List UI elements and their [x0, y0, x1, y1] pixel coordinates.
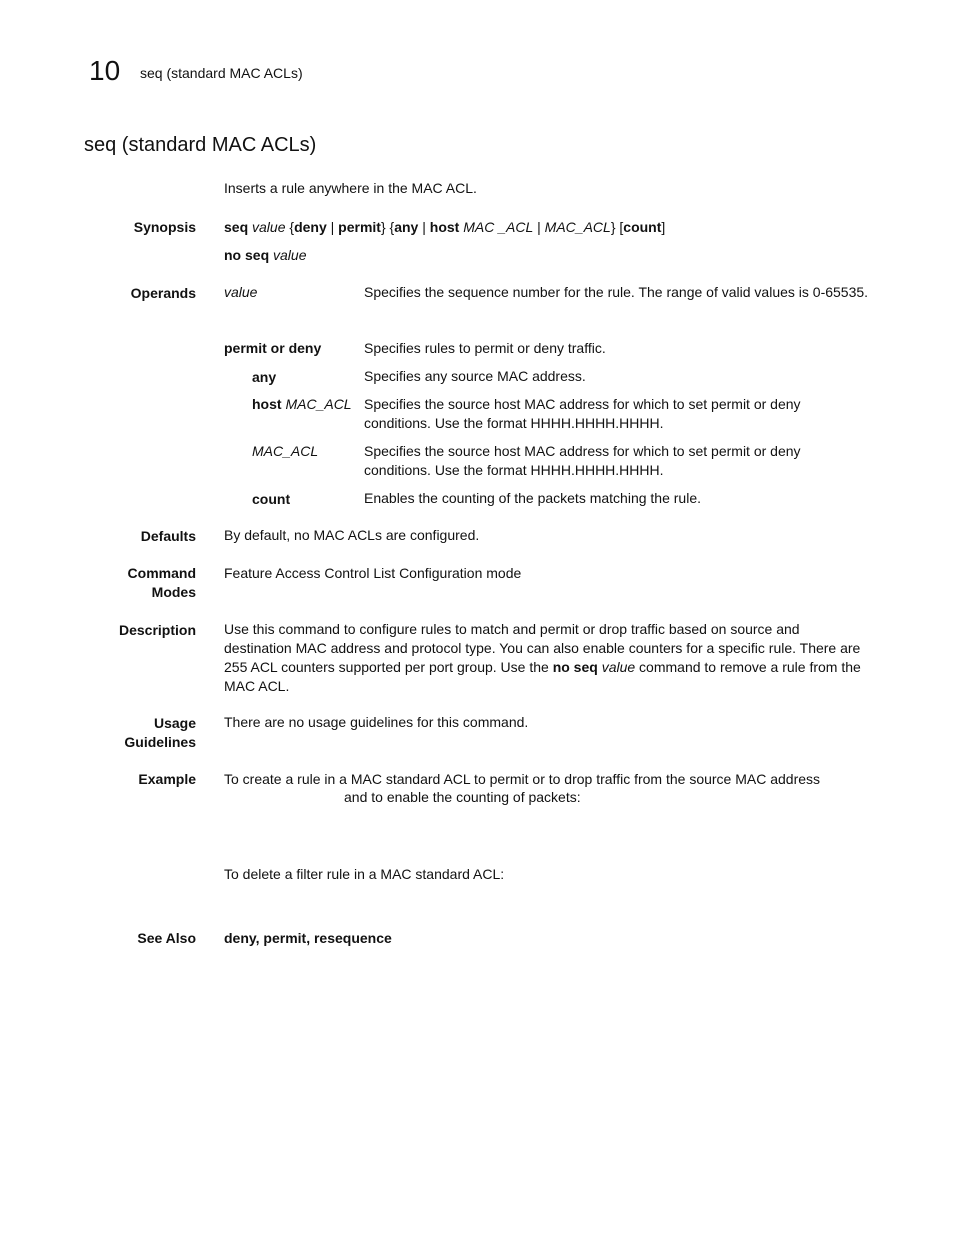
- usage-label-1: Usage: [153, 715, 196, 731]
- operand-host-desc: Specifies the source host MAC address for which to set permit or deny conditions. Use the format HHHH.HHHH.HHHH.: [364, 396, 801, 431]
- arg-mac-acl-2: MAC_ACL: [544, 219, 611, 235]
- synopsis-no-seq-line: [224, 246, 869, 265]
- operand-permit-deny-desc: Specifies rules to permit or deny traffic.: [364, 340, 606, 356]
- running-title: seq (standard MAC ACLs): [140, 65, 303, 81]
- page-title: seq (standard MAC ACLs): [84, 134, 317, 156]
- usage-label: [83, 714, 196, 752]
- usage-text: There are no usage guidelines for this command.: [224, 714, 529, 730]
- kw-count: count: [623, 219, 662, 235]
- arg-no-value: value: [273, 247, 307, 263]
- punct: |: [418, 219, 430, 235]
- operand-count-desc: Enables the counting of the packets matching the rule.: [364, 490, 701, 506]
- operand-permit-deny-term: permit or deny: [224, 340, 322, 356]
- operand-any-term: any: [252, 369, 277, 385]
- usage-label-2: Guidelines: [124, 734, 196, 750]
- command-modes-text: Feature Access Control List Configuration mode: [224, 565, 522, 581]
- kw-permit: permit: [338, 219, 381, 235]
- summary-text: Inserts a rule anywhere in the MAC ACL.: [224, 180, 477, 196]
- description-label: Description: [118, 622, 196, 638]
- example-line-3: To delete a filter rule in a MAC standard ACL:: [224, 866, 505, 882]
- example-line-2: and to enable the counting of packets:: [344, 789, 581, 805]
- chapter-number: 10: [89, 55, 121, 86]
- punct: } [: [610, 219, 624, 235]
- command-modes-label-2: Modes: [151, 584, 196, 600]
- operand-any-desc: Specifies any source MAC address.: [364, 368, 586, 384]
- description-text-1: Use this command to configure rules to match and permit or drop traffic based on source and destination MAC address and protocol type. You can also enable counters for a specific rule. There are 255 ACL counters supported per port group. Use the: [224, 621, 861, 675]
- see-also-label: See Also: [137, 930, 196, 946]
- description-text: [224, 620, 869, 696]
- operand-mac-term: MAC_ACL: [252, 443, 319, 459]
- punct: |: [326, 219, 339, 235]
- example-label: Example: [138, 771, 196, 787]
- kw-host: host: [429, 219, 460, 235]
- kw-seq: seq: [224, 219, 249, 235]
- kw-host-op: host: [252, 396, 282, 412]
- arg-mac-acl: MAC _ACL: [463, 219, 534, 235]
- kw-deny: deny: [294, 219, 327, 235]
- kw-no-seq-desc: no seq: [552, 659, 598, 675]
- operand-host-term: [252, 395, 352, 414]
- defaults-label: Defaults: [140, 528, 196, 544]
- operand-mac-desc: Specifies the source host MAC address for which to set permit or deny conditions. Use the format HHHH.HHHH.HHHH.: [364, 443, 801, 478]
- kw-any: any: [394, 219, 419, 235]
- punct: ]: [661, 219, 666, 235]
- punct: } {: [380, 219, 395, 235]
- command-modes-label: [83, 564, 196, 602]
- operand-value-term: value: [224, 284, 258, 300]
- punct: {: [285, 219, 295, 235]
- defaults-text: By default, no MAC ACLs are configured.: [224, 527, 480, 543]
- punct: |: [533, 219, 545, 235]
- operand-value-desc: Specifies the sequence number for the rule. The range of valid values is 0-65535.: [364, 284, 869, 300]
- description-text-2: command to remove a rule from the MAC ACL.: [224, 659, 861, 694]
- synopsis-label: Synopsis: [133, 219, 196, 235]
- arg-value: value: [252, 219, 286, 235]
- arg-value-desc: value: [601, 659, 636, 675]
- operand-count-term: count: [252, 491, 291, 507]
- example-line-1: To create a rule in a MAC standard ACL to permit or to drop traffic from the source MAC address: [224, 771, 821, 787]
- operands-label: Operands: [130, 285, 196, 301]
- see-also-links[interactable]: deny, permit, resequence: [224, 930, 392, 946]
- command-modes-label-1: Command: [127, 565, 196, 581]
- synopsis-line: [224, 218, 869, 237]
- kw-no-seq: no seq: [224, 247, 270, 263]
- arg-host-mac: MAC_ACL: [285, 396, 352, 412]
